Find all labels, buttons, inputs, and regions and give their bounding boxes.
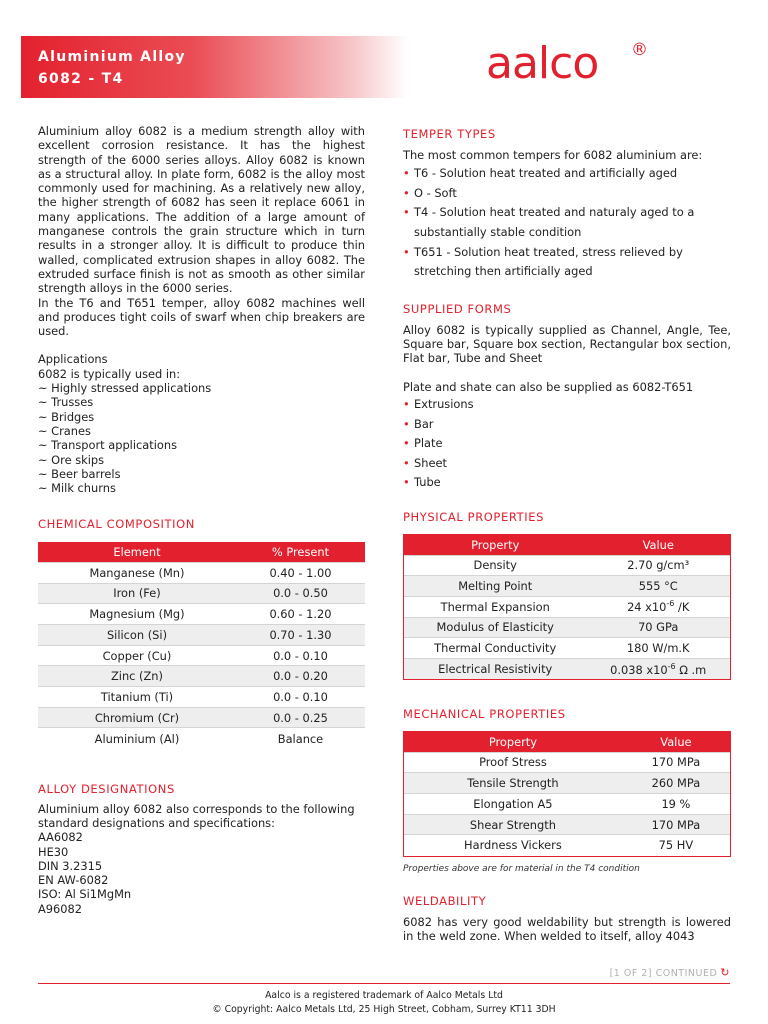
property-cell: Proof Stress: [404, 752, 622, 773]
property-cell: Melting Point: [404, 576, 586, 597]
title-line-2: 6082 - T4: [38, 71, 124, 87]
supplied-item: • Plate: [403, 434, 731, 454]
supplied-item: • Sheet: [403, 454, 731, 474]
percent-cell: 0.60 - 1.20: [236, 604, 365, 625]
property-cell: Electrical Resistivity: [404, 658, 586, 679]
weldability-paragraph: 6082 has very good weldability but strength is lowered in the weld zone. When welded to itself, alloy 4043: [403, 914, 731, 943]
supplied-item: • Tube: [403, 473, 731, 493]
right-column: [403, 127, 731, 943]
element-cell: Copper (Cu): [38, 645, 236, 666]
designation-item: DIN 3.2315: [38, 858, 103, 873]
physical-properties-table: [404, 535, 730, 679]
element-cell: Iron (Fe): [38, 583, 236, 604]
table-row: [38, 666, 365, 687]
supplied-paragraph: Alloy 6082 is typically supplied as Channel, Angle, Tee, Square bar, Square box section, Rectangular box section, Flat bar, Tube and Sheet: [403, 322, 731, 366]
column-header: Property: [404, 732, 622, 752]
element-cell: Manganese (Mn): [38, 562, 236, 583]
application-item: ~ Transport applications: [38, 438, 177, 453]
mechanical-properties-table-frame: [403, 731, 731, 856]
supplied-item: • Bar: [403, 415, 731, 435]
application-item: ~ Cranes: [38, 423, 91, 438]
properties-note: Properties above are for material in the T4 condition: [403, 863, 640, 874]
property-cell: Thermal Expansion: [404, 596, 586, 617]
table-row: [404, 814, 730, 835]
table-row: [38, 645, 365, 666]
table-row: [38, 583, 365, 604]
weldability-heading: WELDABILITY: [403, 893, 487, 908]
value-cell: 0.038 $x10^{-6}$ Ω .m: [586, 658, 730, 679]
element-cell: Aluminium (Al): [38, 728, 236, 749]
temper-intro: The most common tempers for 6082 aluminium are:: [403, 148, 703, 162]
percent-cell: 0.0 - 0.50: [236, 583, 365, 604]
chemical-composition-table: [38, 542, 365, 748]
registered-mark: ®: [631, 40, 648, 60]
percent-cell: 0.0 - 0.25: [236, 707, 365, 728]
supplied-forms-heading: SUPPLIED FORMS: [403, 301, 512, 316]
value-cell: 170 MPa: [622, 752, 730, 773]
value-cell: 180 W/m.K: [586, 638, 730, 659]
designation-item: ISO: Al Si1MgMn: [38, 887, 132, 902]
designations-intro: Aluminium alloy 6082 also corresponds to the following standard designations and specifications:: [38, 801, 355, 830]
aalco-logo: [486, 38, 656, 98]
value-cell: 555 °C: [586, 576, 730, 597]
element-cell: Silicon (Si): [38, 624, 236, 645]
application-item: ~ Trusses: [38, 395, 94, 410]
supplied-plate-note: Plate and shate can also be supplied as 6082-T651: [403, 379, 694, 394]
application-item: ~ Bridges: [38, 409, 95, 424]
property-cell: Thermal Conductivity: [404, 638, 586, 659]
designation-item: AA6082: [38, 830, 83, 845]
continue-arrow-icon: ↻: [720, 966, 730, 979]
footer-divider: [38, 983, 730, 984]
table-row: [38, 604, 365, 625]
property-cell: Shear Strength: [404, 814, 622, 835]
copyright-notice: © Copyright: Aalco Metals Ltd, 25 High Street, Cobham, Surrey KT11 3DH: [212, 1004, 556, 1015]
left-column: [38, 124, 365, 916]
title-line-1: Aluminium Alloy: [38, 49, 186, 65]
chemical-composition-heading: CHEMICAL COMPOSITION: [38, 517, 195, 532]
property-cell: Modulus of Elasticity: [404, 617, 586, 638]
title-band: [18, 36, 408, 98]
alloy-designations-heading: ALLOY DESIGNATIONS: [38, 781, 175, 796]
table-header-row: [404, 535, 730, 555]
temper-item: • T4 - Solution heat treated and naturaly aged to a substantially stable condition: [403, 203, 731, 242]
percent-cell: 0.0 - 0.10: [236, 687, 365, 708]
table-row: [38, 687, 365, 708]
column-header: Value: [622, 732, 730, 752]
application-item: ~ Highly stressed applications: [38, 381, 212, 396]
temper-item: • T6 - Solution heat treated and artificially aged: [403, 164, 731, 184]
table-row: [38, 707, 365, 728]
percent-cell: 0.70 - 1.30: [236, 624, 365, 645]
application-item: ~ Ore skips: [38, 452, 105, 467]
temper-item: • T651 - Solution heat treated, stress relieved by stretching then artificially aged: [403, 243, 731, 282]
value-cell: 24 $x10^{-6}$ /K: [586, 596, 730, 617]
column-header: Value: [586, 535, 730, 555]
temper-item: • O - Soft: [403, 184, 731, 204]
designation-item: A96082: [38, 901, 83, 916]
table-row: [404, 617, 730, 638]
percent-cell: 0.0 - 0.10: [236, 645, 365, 666]
table-row: [404, 658, 730, 679]
page-continued-indicator: [610, 966, 730, 979]
designations-list: [38, 830, 365, 916]
temper-list: [403, 164, 731, 282]
table-header-row: [404, 732, 730, 752]
property-cell: Tensile Strength: [404, 773, 622, 794]
physical-properties-heading: PHYSICAL PROPERTIES: [403, 510, 544, 525]
designation-item: EN AW-6082: [38, 873, 109, 888]
table-row: [404, 794, 730, 815]
column-header: Element: [38, 542, 236, 562]
logo-text: aalco: [486, 38, 599, 89]
table-row: [38, 624, 365, 645]
table-row: [38, 728, 365, 749]
applications-list: [38, 381, 365, 495]
element-cell: Zinc (Zn): [38, 666, 236, 687]
percent-cell: 0.40 - 1.00: [236, 562, 365, 583]
supplied-item: • Extrusions: [403, 395, 731, 415]
table-row: [404, 555, 730, 576]
table-header-row: [38, 542, 365, 562]
table-row: [38, 562, 365, 583]
continued-label: [1 OF 2] CONTINUED: [609, 968, 718, 979]
supplied-list: [403, 395, 731, 493]
property-cell: Elongation A5: [404, 794, 622, 815]
physical-properties-table-frame: [403, 534, 731, 680]
trademark-notice: Aalco is a registered trademark of Aalco Metals Ltd: [265, 990, 503, 1001]
value-cell: 75 HV: [622, 835, 730, 856]
element-cell: Titanium (Ti): [38, 687, 236, 708]
applications-heading: Applications: [38, 352, 108, 367]
title-band-accent: [18, 36, 21, 98]
column-header: % Present: [236, 542, 365, 562]
value-cell: 2.70 g/cm³: [586, 555, 730, 576]
table-row: [404, 596, 730, 617]
applications-intro: 6082 is typically used in:: [38, 366, 181, 381]
intro-paragraph-2: In the T6 and T651 temper, alloy 6082 machines well and produces tight coils of swarf when chip breakers are used.: [38, 295, 365, 339]
value-cell: 70 GPa: [586, 617, 730, 638]
table-row: [404, 752, 730, 773]
table-row: [404, 773, 730, 794]
application-item: ~ Milk churns: [38, 481, 116, 496]
mechanical-properties-table: [404, 732, 730, 855]
value-cell: 19 %: [622, 794, 730, 815]
mechanical-properties-heading: MECHANICAL PROPERTIES: [403, 707, 566, 722]
property-cell: Density: [404, 555, 586, 576]
application-item: ~ Beer barrels: [38, 466, 121, 481]
column-header: Property: [404, 535, 586, 555]
value-cell: 260 MPa: [622, 773, 730, 794]
percent-cell: 0.0 - 0.20: [236, 666, 365, 687]
temper-types-heading: TEMPER TYPES: [403, 127, 496, 141]
element-cell: Magnesium (Mg): [38, 604, 236, 625]
table-row: [404, 835, 730, 856]
intro-paragraph-1: Aluminium alloy 6082 is a medium strength alloy with excellent corrosion resistance. It has the highest strength of the 6000 series alloys. Alloy 6082 is known as a structural alloy. In plate form, 6082 is the alloy most commonly used for machining. As a relatively new alloy, the higher strength of 6082 has seen it replace 6061 in many applications. The addition of a large amount of manganese controls the grain structure which in turn results in a stronger alloy. It is difficult to produce thin walled, complicated extrusion shapes in alloy 6082. The extruded surface finish is not as smooth as other similar strength alloys in the 6000 series.: [38, 124, 365, 296]
table-row: [404, 576, 730, 597]
element-cell: Chromium (Cr): [38, 707, 236, 728]
table-row: [404, 638, 730, 659]
value-cell: 170 MPa: [622, 814, 730, 835]
designation-item: HE30: [38, 844, 69, 859]
percent-cell: Balance: [236, 728, 365, 749]
property-cell: Hardness Vickers: [404, 835, 622, 856]
